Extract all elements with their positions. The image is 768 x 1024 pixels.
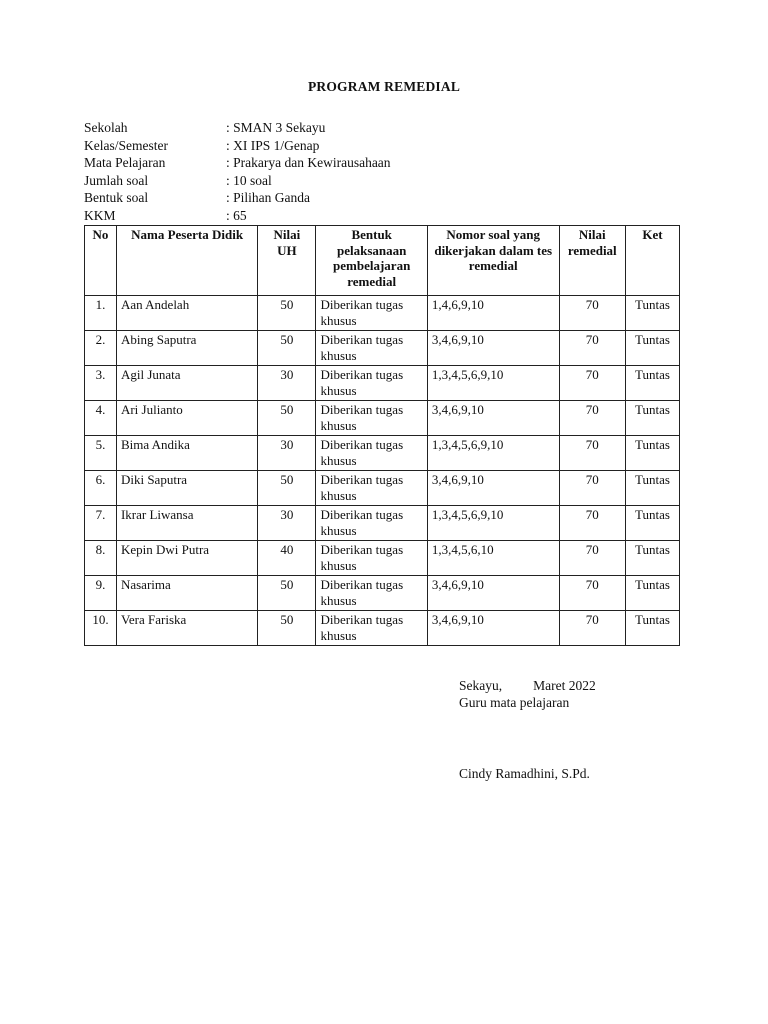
cell-nomor-soal: 3,4,6,9,10 bbox=[427, 611, 559, 646]
cell-no: 8. bbox=[85, 541, 117, 576]
cell-name: Bima Andika bbox=[116, 436, 257, 471]
cell-no: 2. bbox=[85, 331, 117, 366]
info-row-kelas bbox=[84, 137, 391, 155]
info-value: : Pilihan Ganda bbox=[226, 190, 310, 205]
cell-nomor-soal: 3,4,6,9,10 bbox=[427, 576, 559, 611]
cell-nilai-remedial: 70 bbox=[559, 576, 625, 611]
cell-bentuk: Diberikan tugas khusus bbox=[316, 331, 427, 366]
cell-nilai-remedial: 70 bbox=[559, 401, 625, 436]
cell-nomor-soal: 3,4,6,9,10 bbox=[427, 471, 559, 506]
info-block bbox=[84, 119, 391, 224]
header-name: Nama Peserta Didik bbox=[116, 226, 257, 296]
cell-nilai-uh: 50 bbox=[258, 331, 316, 366]
cell-no: 7. bbox=[85, 506, 117, 541]
cell-nomor-soal: 3,4,6,9,10 bbox=[427, 331, 559, 366]
table-row bbox=[85, 611, 680, 646]
cell-bentuk: Diberikan tugas khusus bbox=[316, 576, 427, 611]
remedial-table bbox=[84, 225, 680, 646]
table-row bbox=[85, 366, 680, 401]
info-label: Sekolah bbox=[84, 120, 128, 135]
info-row-mapel bbox=[84, 154, 391, 172]
cell-name: Diki Saputra bbox=[116, 471, 257, 506]
header-nomor: Nomor soal yang dikerjakan dalam tes remedial bbox=[427, 226, 559, 296]
cell-nilai-uh: 50 bbox=[258, 611, 316, 646]
cell-no: 6. bbox=[85, 471, 117, 506]
signature-role: Guru mata pelajaran bbox=[459, 695, 570, 710]
cell-nilai-remedial: 70 bbox=[559, 541, 625, 576]
cell-nomor-soal: 3,4,6,9,10 bbox=[427, 401, 559, 436]
cell-bentuk: Diberikan tugas khusus bbox=[316, 401, 427, 436]
cell-name: Kepin Dwi Putra bbox=[116, 541, 257, 576]
cell-nilai-remedial: 70 bbox=[559, 296, 625, 331]
cell-bentuk: Diberikan tugas khusus bbox=[316, 611, 427, 646]
table-row bbox=[85, 541, 680, 576]
info-value: : 65 bbox=[226, 207, 247, 223]
cell-nilai-remedial: 70 bbox=[559, 366, 625, 401]
info-label: Jumlah soal bbox=[84, 172, 149, 188]
cell-name: Agil Junata bbox=[116, 366, 257, 401]
info-row-kkm bbox=[84, 207, 391, 225]
table-row bbox=[85, 401, 680, 436]
signature-place: Sekayu, bbox=[459, 678, 503, 693]
info-label: Kelas/Semester bbox=[84, 137, 168, 153]
cell-ket: Tuntas bbox=[625, 401, 679, 436]
cell-no: 1. bbox=[85, 296, 117, 331]
table-row bbox=[85, 506, 680, 541]
cell-nilai-remedial: 70 bbox=[559, 611, 625, 646]
cell-nilai-remedial: 70 bbox=[559, 471, 625, 506]
cell-nilai-uh: 50 bbox=[258, 576, 316, 611]
cell-no: 5. bbox=[85, 436, 117, 471]
signature-date-line bbox=[459, 677, 596, 695]
cell-nomor-soal: 1,3,4,5,6,9,10 bbox=[427, 506, 559, 541]
cell-nilai-remedial: 70 bbox=[559, 331, 625, 366]
cell-no: 3. bbox=[85, 366, 117, 401]
cell-ket: Tuntas bbox=[625, 331, 679, 366]
table-row bbox=[85, 576, 680, 611]
cell-bentuk: Diberikan tugas khusus bbox=[316, 366, 427, 401]
cell-nilai-uh: 30 bbox=[258, 366, 316, 401]
info-value: : SMAN 3 Sekayu bbox=[226, 120, 326, 135]
cell-ket: Tuntas bbox=[625, 366, 679, 401]
header-bentuk: Bentuk pelaksanaan pembelajaran remedial bbox=[316, 226, 427, 296]
header-ket: Ket bbox=[625, 226, 679, 296]
cell-nilai-remedial: 70 bbox=[559, 506, 625, 541]
cell-nilai-uh: 30 bbox=[258, 436, 316, 471]
cell-name: Abing Saputra bbox=[116, 331, 257, 366]
info-label: Bentuk soal bbox=[84, 190, 149, 205]
info-value: : Prakarya dan Kewirausahaan bbox=[226, 155, 391, 170]
cell-nomor-soal: 1,3,4,5,6,9,10 bbox=[427, 436, 559, 471]
cell-nilai-uh: 50 bbox=[258, 471, 316, 506]
cell-bentuk: Diberikan tugas khusus bbox=[316, 436, 427, 471]
signature-date: Maret 2022 bbox=[533, 678, 596, 693]
info-row-sekolah bbox=[84, 119, 391, 137]
table-row bbox=[85, 471, 680, 506]
cell-ket: Tuntas bbox=[625, 611, 679, 646]
info-label: Mata Pelajaran bbox=[84, 155, 166, 170]
cell-nomor-soal: 1,3,4,5,6,9,10 bbox=[427, 366, 559, 401]
cell-name: Aan Andelah bbox=[116, 296, 257, 331]
header-nilai: Nilai remedial bbox=[559, 226, 625, 296]
cell-nilai-uh: 50 bbox=[258, 296, 316, 331]
cell-no: 10. bbox=[85, 611, 117, 646]
signature-name: Cindy Ramadhini, S.Pd. bbox=[459, 766, 590, 781]
table-row bbox=[85, 296, 680, 331]
cell-name: Ikrar Liwansa bbox=[116, 506, 257, 541]
cell-nomor-soal: 1,3,4,5,6,10 bbox=[427, 541, 559, 576]
cell-bentuk: Diberikan tugas khusus bbox=[316, 506, 427, 541]
cell-name: Vera Fariska bbox=[116, 611, 257, 646]
cell-bentuk: Diberikan tugas khusus bbox=[316, 541, 427, 576]
cell-bentuk: Diberikan tugas khusus bbox=[316, 296, 427, 331]
cell-nomor-soal: 1,4,6,9,10 bbox=[427, 296, 559, 331]
cell-bentuk: Diberikan tugas khusus bbox=[316, 471, 427, 506]
table-row bbox=[85, 436, 680, 471]
cell-ket: Tuntas bbox=[625, 506, 679, 541]
cell-nilai-uh: 50 bbox=[258, 401, 316, 436]
cell-ket: Tuntas bbox=[625, 436, 679, 471]
cell-nilai-uh: 40 bbox=[258, 541, 316, 576]
cell-no: 9. bbox=[85, 576, 117, 611]
info-label: KKM bbox=[84, 207, 116, 223]
cell-ket: Tuntas bbox=[625, 471, 679, 506]
info-value: : 10 soal bbox=[226, 172, 272, 188]
cell-name: Nasarima bbox=[116, 576, 257, 611]
cell-ket: Tuntas bbox=[625, 541, 679, 576]
document-title: PROGRAM REMEDIAL bbox=[307, 79, 461, 94]
cell-nilai-remedial: 70 bbox=[559, 436, 625, 471]
cell-ket: Tuntas bbox=[625, 576, 679, 611]
table-row bbox=[85, 331, 680, 366]
header-no: No bbox=[85, 226, 117, 296]
table-header-row bbox=[85, 226, 680, 296]
cell-ket: Tuntas bbox=[625, 296, 679, 331]
info-value: : XI IPS 1/Genap bbox=[226, 137, 320, 153]
info-row-bentuk bbox=[84, 189, 391, 207]
info-row-jumlah bbox=[84, 172, 391, 190]
cell-name: Ari Julianto bbox=[116, 401, 257, 436]
header-uh: Nilai UH bbox=[258, 226, 316, 296]
cell-no: 4. bbox=[85, 401, 117, 436]
cell-nilai-uh: 30 bbox=[258, 506, 316, 541]
